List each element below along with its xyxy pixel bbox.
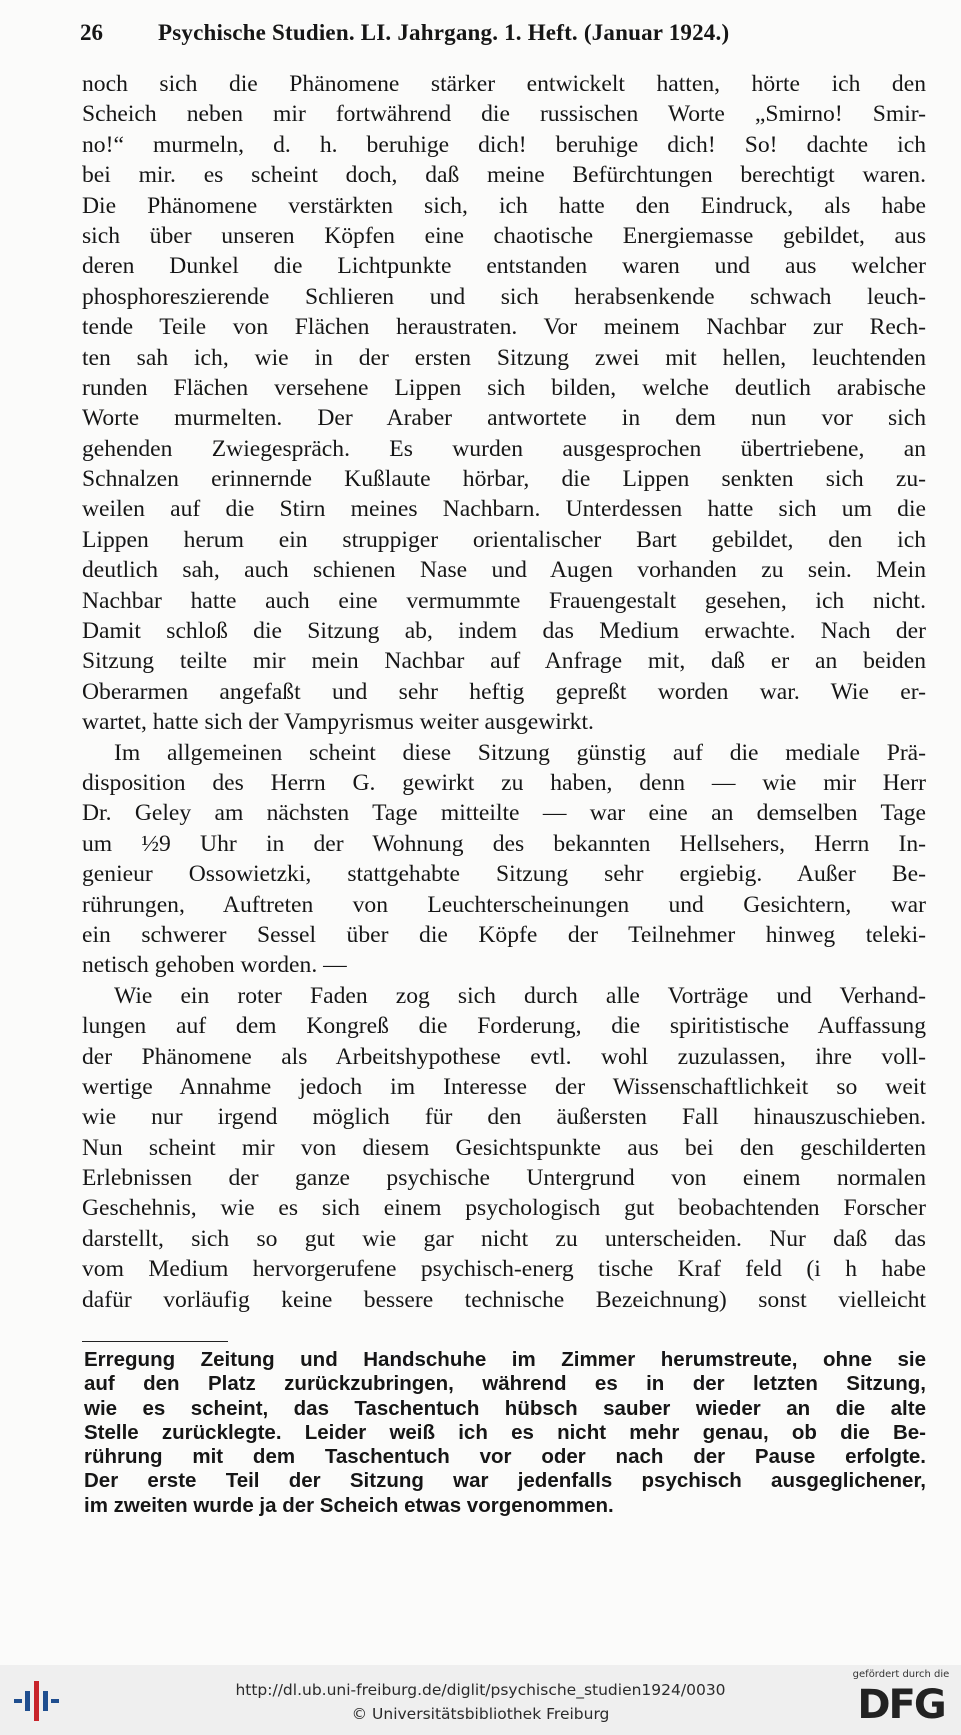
text-line: Nachbar hatte auch eine vermummte Frauengestalt gesehen, ich nicht. [82,587,926,614]
permalink-url[interactable]: http://dl.ub.uni-freiburg.de/diglit/psychische_studien1924/0030 [235,1681,726,1699]
footnote-separator [82,1341,228,1342]
text-line: Im allgemeinen scheint diese Sitzung günstig auf die mediale Prä- [114,739,926,766]
text-line: tende Teile von Flächen heraustraten. Vor meinem Nachbar zur Rech- [82,314,926,341]
dfg-logo-icon: DFG [857,1682,945,1728]
text-line: weilen auf die Stirn meines Nachbarn. Unterdessen hatte sich um die [82,496,926,523]
dfg-logo [848,1669,954,1731]
text-line: wertige Annahme jedoch im Interesse der Wissenschaftlichkeit so weit [82,1073,926,1100]
text-line: der Phänomene als Arbeitshypothese evtl. wohl zuzulassen, ihre voll- [82,1043,926,1070]
text-line: ten sah ich, wie in der ersten Sitzung zwei mit hellen, leuchtenden [82,344,926,371]
text-line: noch sich die Phänomene stärker entwickelt hatten, hörte ich den [82,71,926,97]
text-line: dafür vorläufig keine bessere technische Bezeichnung) sonst vielleicht [82,1286,926,1313]
text-line: no!“ murmeln, d. h. beruhige dich! beruhige dich! So! dachte ich [82,131,926,158]
funding-text: gefördert durch die [852,1669,950,1680]
footnote-line: wie es scheint, das Taschentuch hübsch sauber wieder an die alte [84,1396,926,1420]
text-line: um ½9 Uhr in der Wohnung des bekannten Hellsehers, Herrn In- [82,830,926,857]
copyright-notice: © Universitätsbibliothek Freiburg [351,1705,610,1723]
text-line: runden Flächen versehene Lippen sich bilden, welche deutlich arabische [82,374,926,401]
text-line: bei mir. es scheint doch, daß meine Befürchtungen berechtigt waren. [82,162,926,189]
text-line: Dr. Geley am nächsten Tage mitteilte — war eine an demselben Tage [82,800,926,827]
footnote-line: rührung mit dem Taschentuch vor oder nach der Pause erfolgte. [84,1445,926,1469]
text-line: netisch gehoben worden. — [82,952,347,979]
footnote [84,1348,926,1518]
text-line: Scheich neben mir fortwährend die russischen Worte „Smirno! Smir- [82,101,926,128]
text-line: gehenden Zwiegespräch. Es wurden ausgesprochen übertriebene, an [82,435,926,462]
footnote-line: Stelle zurücklegte. Leider weiß ich es nicht mehr genau, ob die Be- [84,1420,926,1444]
text-line: darstellt, sich so gut wie gar nicht zu unterscheiden. Nur daß das [82,1225,926,1252]
text-line: Worte murmelten. Der Araber antwortete in dem nun vor sich [82,405,926,432]
text-line: Geschehnis, wie es sich einem psychologisch gut beobachtenden Forscher [82,1195,926,1222]
text-line: genieur Ossowietzki, stattgehabte Sitzung sehr ergiebig. Außer Be- [82,861,926,888]
text-line: Oberarmen angefaßt und sehr heftig gepreßt worden war. Wie er- [82,678,926,705]
page-header [80,20,868,54]
text-line: sich über unseren Köpfen eine chaotische Energiemasse gebildet, aus [82,222,926,249]
text-line: rührungen, Auftreten von Leuchterscheinungen und Gesichtern, war [82,891,926,918]
text-line: disposition des Herrn G. gewirkt zu haben, denn — wie mir Herr [82,769,926,796]
footnote-line: Der erste Teil der Sitzung war jedenfalls psychisch ausgeglichener, [84,1469,926,1493]
text-line: Schnalzen erinnernde Kußlaute hörbar, die Lippen senkten sich zu- [82,466,926,493]
text-line: Erlebnissen der ganze psychische Untergrund von einem normalen [82,1165,926,1192]
text-line: deren Dunkel die Lichtpunkte entstanden waren und aus welcher [82,253,926,280]
text-line: Nun scheint mir von diesem Gesichtspunkte aus bei den geschilderten [82,1134,926,1161]
viewer-footer [0,1665,961,1735]
text-line: Die Phänomene verstärkten sich, ich hatte den Eindruck, als habe [82,192,926,219]
running-title: Psychische Studien. LI. Jahrgang. 1. Heft. (Januar 1924.) [158,20,730,45]
footnote-line: im zweiten wurde ja der Scheich etwas vorgenommen. [84,1493,614,1517]
text-line: deutlich sah, auch schienen Nase und Augen vorhanden zu sein. Mein [82,557,926,584]
page-number: 26 [80,20,103,45]
text-line: Wie ein roter Faden zog sich durch alle Vorträge und Verhand- [114,982,926,1009]
text-line: lungen auf dem Kongreß die Forderung, die spiritistische Auffassung [82,1013,926,1040]
text-line: phosphoreszierende Schlieren und sich herabsenkende schwach leuch- [82,283,926,310]
text-line: Sitzung teilte mir mein Nachbar auf Anfrage mit, daß er an beiden [82,648,926,675]
body-text [82,69,926,1315]
text-line: vom Medium hervorgerufene psychisch-energ tische Kraf feld (i h habe [82,1256,926,1283]
text-line: wie nur irgend möglich für den äußersten Fall hinauszuschieben. [82,1104,926,1131]
text-line: ein schwerer Sessel über die Köpfe der Teilnehmer hinweg teleki- [82,921,926,948]
footnote-line: auf den Platz zurückzubringen, während es in der letzten Sitzung, [84,1372,926,1396]
text-line: Damit schloß die Sitzung ab, indem das Medium erwachte. Nach der [82,618,926,645]
text-line: Lippen herum ein struppiger orientalischer Bart gebildet, den ich [82,526,926,553]
footnote-line: Erregung Zeitung und Handschuhe im Zimmer herumstreute, ohne sie [84,1348,926,1371]
text-line: wartet, hatte sich der Vampyrismus weiter ausgewirkt. [82,709,594,736]
